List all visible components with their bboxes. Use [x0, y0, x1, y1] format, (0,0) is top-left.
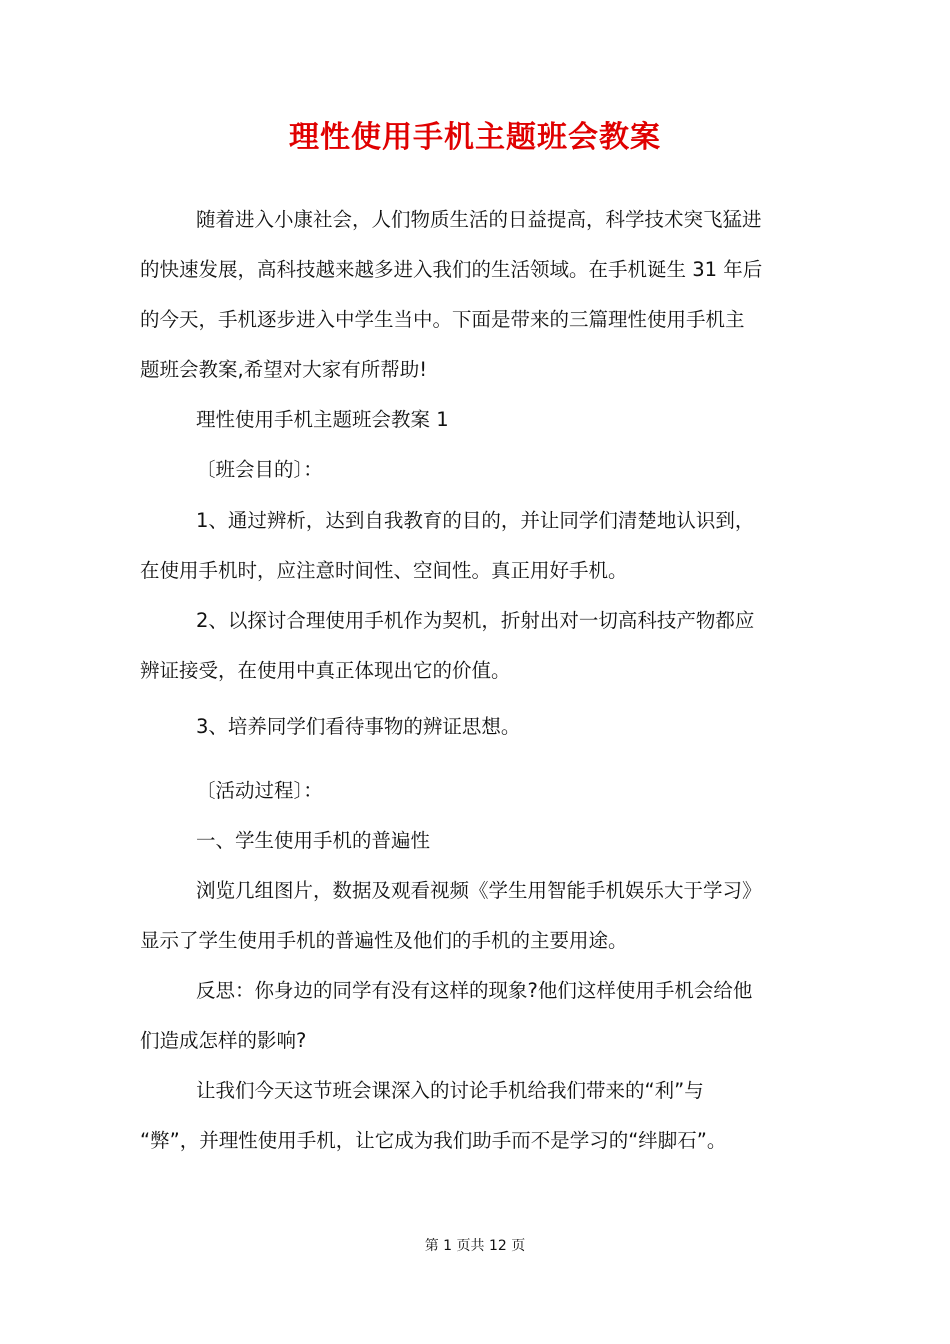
document-title: 理性使用手机主题班会教案	[289, 120, 661, 155]
paragraph-line: 浏览几组图片，数据及观看视频《学生用智能手机娱乐大于学习》	[196, 879, 762, 902]
page-footer: 第 1 页共 12 页	[424, 1238, 526, 1254]
paragraph-line: 题班会教案,希望对大家有所帮助!	[140, 358, 428, 381]
paragraph-line: 显示了学生使用手机的普遍性及他们的手机的主要用途。	[140, 929, 628, 952]
paragraph-line: 2、以探讨合理使用手机作为契机，折射出对一切高科技产物都应	[196, 609, 755, 632]
paragraph-line: 们造成怎样的影响?	[140, 1029, 307, 1052]
paragraph-line: “弊”，并理性使用手机，让它成为我们助手而不是学习的“绊脚石”。	[140, 1129, 727, 1152]
paragraph-line: 1、通过辨析，达到自我教育的目的，并让同学们清楚地认识到，	[196, 509, 755, 532]
paragraph-line: 的今天，手机逐步进入中学生当中。下面是带来的三篇理性使用手机主	[140, 308, 745, 331]
paragraph-line: 反思：你身边的同学有没有这样的现象?他们这样使用手机会给他	[196, 979, 753, 1002]
paragraph-line: 的快速发展，高科技越来越多进入我们的生活领域。在手机诞生 31 年后	[140, 258, 763, 281]
section-heading: 理性使用手机主题班会教案 1	[196, 408, 449, 431]
paragraph-line: 随着进入小康社会，人们物质生活的日益提高，科学技术突飞猛进	[196, 208, 762, 231]
subsection-heading: 〔班会目的〕：	[196, 458, 323, 481]
paragraph-line: 让我们今天这节班会课深入的讨论手机给我们带来的“利”与	[196, 1079, 704, 1102]
paragraph-line: 3、培养同学们看待事物的辨证思想。	[196, 715, 521, 738]
subsection-heading: 〔活动过程〕：	[196, 779, 323, 802]
paragraph-line: 辨证接受，在使用中真正体现出它的价值。	[140, 659, 511, 682]
paragraph-line: 在使用手机时，应注意时间性、空间性。真正用好手机。	[140, 559, 628, 582]
subsection-heading: 一、学生使用手机的普遍性	[196, 829, 431, 852]
